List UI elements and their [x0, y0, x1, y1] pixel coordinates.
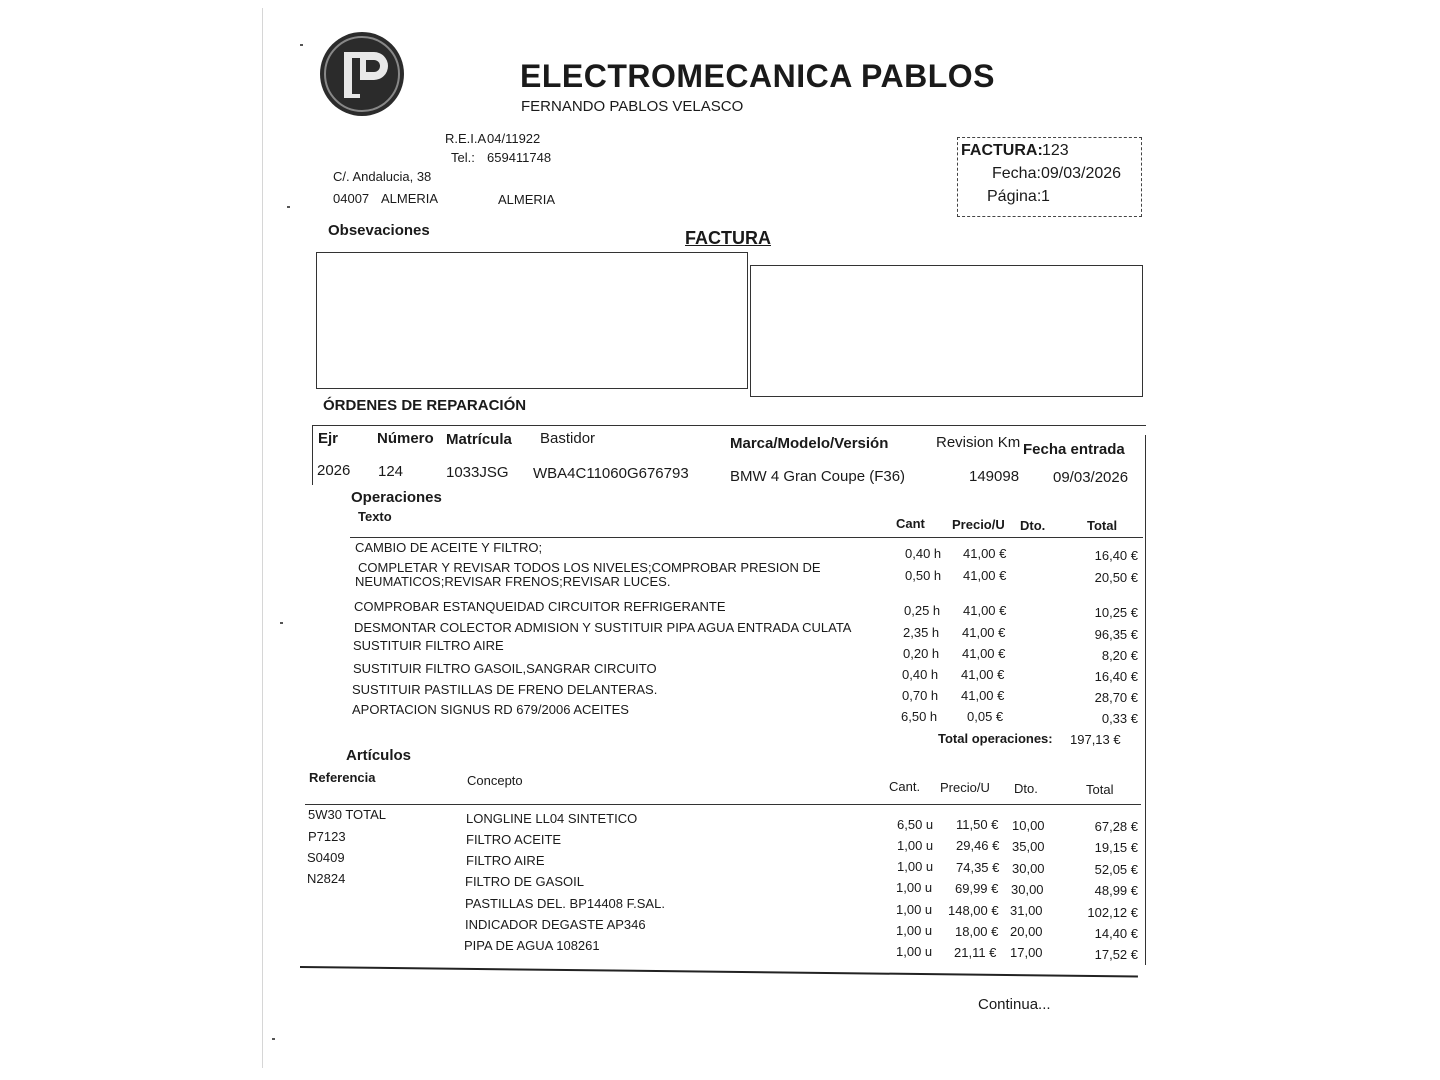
company-street: C/. Andalucia, 38	[333, 169, 432, 184]
client-box	[750, 265, 1143, 397]
operation-total: 10,25 €	[1094, 605, 1138, 620]
fecha-label: Fecha:	[992, 165, 1041, 182]
article-precio: 74,35 €	[956, 860, 1000, 875]
article-ref: N2824	[307, 871, 346, 886]
article-cant: 1,00 u	[897, 859, 934, 874]
articulos-header-line	[305, 804, 1141, 805]
order-matricula: 1033JSG	[446, 464, 509, 481]
operation-text-continued: NEUMATICOS;REVISAR FRENOS;REVISAR LUCES.	[355, 574, 671, 589]
tel-value: 659411748	[487, 150, 552, 165]
operation-precio: 41,00 €	[962, 625, 1006, 640]
article-concepto: LONGLINE LL04 SINTETICO	[466, 811, 638, 826]
operation-cant: 0,40 h	[902, 667, 939, 682]
order-fecha: 09/03/2026	[1053, 469, 1129, 486]
article-cant: 6,50 u	[897, 817, 934, 832]
operation-cant: 6,50 h	[901, 709, 938, 724]
order-header-ejr: Ejr	[318, 430, 339, 447]
order-right-border	[1145, 435, 1146, 965]
operaciones-header-precio: Precio/U	[952, 517, 1005, 532]
article-concepto: FILTRO DE GASOIL	[465, 874, 584, 889]
operation-precio: 41,00 €	[961, 667, 1005, 682]
article-total: 17,52 €	[1094, 947, 1138, 962]
scan-speck	[300, 44, 303, 46]
scan-page-edge	[262, 8, 263, 1068]
company-owner: FERNANDO PABLOS VELASCO	[521, 98, 744, 115]
operaciones-title: Operaciones	[351, 489, 442, 506]
factura-label: FACTURA:	[961, 142, 1043, 159]
order-header-matricula: Matrícula	[446, 431, 512, 448]
operation-total: 28,70 €	[1094, 690, 1138, 705]
operation-text: COMPLETAR Y REVISAR TODOS LOS NIVELES;COMPROBAR PRESION DE	[358, 560, 821, 575]
article-precio: 148,00 €	[948, 903, 999, 918]
article-cant: 1,00 u	[896, 923, 933, 938]
article-dto: 10,00	[1012, 818, 1045, 833]
article-precio: 18,00 €	[955, 924, 999, 939]
articulos-header-dto: Dto.	[1014, 781, 1038, 796]
order-marca: BMW 4 Gran Coupe (F36)	[730, 468, 906, 485]
operation-text: CAMBIO DE ACEITE Y FILTRO;	[355, 540, 543, 555]
articulos-title: Artículos	[346, 747, 412, 764]
operaciones-header-cant: Cant	[896, 516, 925, 531]
article-total: 67,28 €	[1094, 819, 1138, 834]
fecha-value: 09/03/2026	[1041, 165, 1122, 182]
operation-precio: 41,00 €	[961, 688, 1005, 703]
article-concepto: PIPA DE AGUA 108261	[464, 938, 600, 953]
operation-cant: 0,70 h	[902, 688, 939, 703]
article-cant: 1,00 u	[896, 880, 933, 895]
operation-total: 0,33 €	[1101, 711, 1138, 726]
document-title: FACTURA	[685, 228, 771, 248]
order-left-border	[312, 425, 313, 485]
article-cant: 1,00 u	[896, 902, 933, 917]
article-cant: 1,00 u	[897, 838, 934, 853]
observaciones-label: Obsevaciones	[328, 222, 430, 239]
article-ref: P7123	[308, 829, 346, 844]
factura-number: 123	[1042, 142, 1069, 159]
articulos-header-total: Total	[1086, 782, 1114, 797]
scan-speck	[287, 206, 290, 208]
article-ref: S0409	[307, 850, 345, 865]
total-operaciones-value: 197,13 €	[1070, 732, 1121, 747]
article-dto: 30,00	[1012, 861, 1045, 876]
operation-precio: 41,00 €	[963, 568, 1007, 583]
article-dto: 17,00	[1010, 945, 1043, 960]
articulos-bottom-line	[300, 966, 1138, 978]
article-total: 48,99 €	[1094, 883, 1138, 898]
company-logo-icon	[318, 30, 406, 118]
article-concepto: FILTRO AIRE	[466, 853, 545, 868]
order-header-fecha: Fecha entrada	[1023, 441, 1125, 458]
article-concepto: FILTRO ACEITE	[466, 832, 562, 847]
observaciones-box	[316, 252, 748, 389]
ordenes-title: ÓRDENES DE REPARACIÓN	[323, 397, 527, 414]
operation-total: 8,20 €	[1101, 648, 1138, 663]
operation-total: 16,40 €	[1094, 669, 1138, 684]
article-dto: 35,00	[1012, 839, 1045, 854]
operation-text: SUSTITUIR FILTRO GASOIL,SANGRAR CIRCUITO	[353, 661, 657, 676]
tel-label: Tel.:	[451, 150, 475, 165]
scan-speck	[272, 1038, 275, 1040]
order-top-border	[312, 425, 1146, 426]
article-dto: 30,00	[1011, 882, 1044, 897]
article-cant: 1,00 u	[896, 944, 933, 959]
order-km: 149098	[969, 468, 1020, 485]
article-total: 19,15 €	[1094, 840, 1138, 855]
article-total: 52,05 €	[1094, 862, 1138, 877]
order-ejr: 2026	[317, 462, 351, 479]
operation-precio: 41,00 €	[963, 603, 1007, 618]
article-dto: 20,00	[1010, 924, 1043, 939]
article-precio: 11,50 €	[956, 817, 999, 832]
operaciones-header-line	[350, 537, 1143, 538]
operation-text: DESMONTAR COLECTOR ADMISION Y SUSTITUIR PIPA AGUA ENTRADA CULATA	[354, 620, 852, 635]
order-numero: 124	[378, 463, 404, 480]
order-header-marca: Marca/Modelo/Versión	[730, 435, 889, 452]
pagina-value: 1	[1041, 188, 1050, 205]
operation-cant: 0,40 h	[905, 546, 942, 561]
operation-cant: 0,25 h	[904, 603, 941, 618]
operation-text: APORTACION SIGNUS RD 679/2006 ACEITES	[352, 702, 629, 717]
operation-cant: 0,50 h	[905, 568, 942, 583]
article-precio: 21,11 €	[954, 945, 997, 960]
article-concepto: PASTILLAS DEL. BP14408 F.SAL.	[465, 896, 665, 911]
operation-precio: 41,00 €	[962, 646, 1006, 661]
operation-precio: 0,05 €	[967, 709, 1004, 724]
articulos-header-concepto: Concepto	[467, 773, 523, 788]
continua-text: Continua...	[978, 996, 1051, 1013]
pagina-label: Página:	[987, 188, 1042, 205]
article-precio: 69,99 €	[955, 881, 999, 896]
article-precio: 29,46 €	[956, 838, 1000, 853]
operaciones-header-texto: Texto	[358, 509, 392, 524]
order-header-numero: Número	[377, 430, 434, 447]
operaciones-header-total: Total	[1087, 518, 1118, 533]
company-city: ALMERIA	[381, 191, 439, 206]
operation-text: SUSTITUIR PASTILLAS DE FRENO DELANTERAS.	[352, 682, 658, 697]
operation-cant: 2,35 h	[903, 625, 940, 640]
order-bastidor: WBA4C11060G676793	[533, 465, 689, 482]
article-ref: 5W30 TOTAL	[308, 807, 387, 822]
operation-total: 96,35 €	[1094, 627, 1138, 642]
operation-text: COMPROBAR ESTANQUEIDAD CIRCUITOR REFRIGERANTE	[354, 599, 726, 614]
article-total: 14,40 €	[1094, 926, 1138, 941]
company-province: ALMERIA	[498, 192, 556, 207]
operation-total: 20,50 €	[1094, 570, 1138, 585]
operaciones-header-dto: Dto.	[1020, 518, 1046, 533]
reia-label: R.E.I.A	[445, 131, 487, 146]
operation-text: SUSTITUIR FILTRO AIRE	[353, 638, 504, 653]
operation-cant: 0,20 h	[903, 646, 940, 661]
reia-value: 04/11922	[487, 131, 541, 146]
total-operaciones-label: Total operaciones:	[938, 731, 1053, 746]
operation-total: 16,40 €	[1094, 548, 1138, 563]
article-dto: 31,00	[1010, 903, 1043, 918]
article-total: 102,12 €	[1087, 905, 1138, 920]
articulos-header-precio: Precio/U	[940, 780, 990, 795]
articulos-header-cant: Cant.	[889, 779, 921, 794]
operation-precio: 41,00 €	[963, 546, 1007, 561]
scan-speck	[280, 622, 283, 624]
company-name: ELECTROMECANICA PABLOS	[520, 58, 995, 94]
company-postal: 04007	[333, 191, 370, 206]
order-header-km: Revision Km	[936, 434, 1021, 451]
articulos-header-referencia: Referencia	[309, 770, 376, 785]
article-concepto: INDICADOR DEGASTE AP346	[465, 917, 646, 932]
order-header-bastidor: Bastidor	[540, 430, 596, 447]
